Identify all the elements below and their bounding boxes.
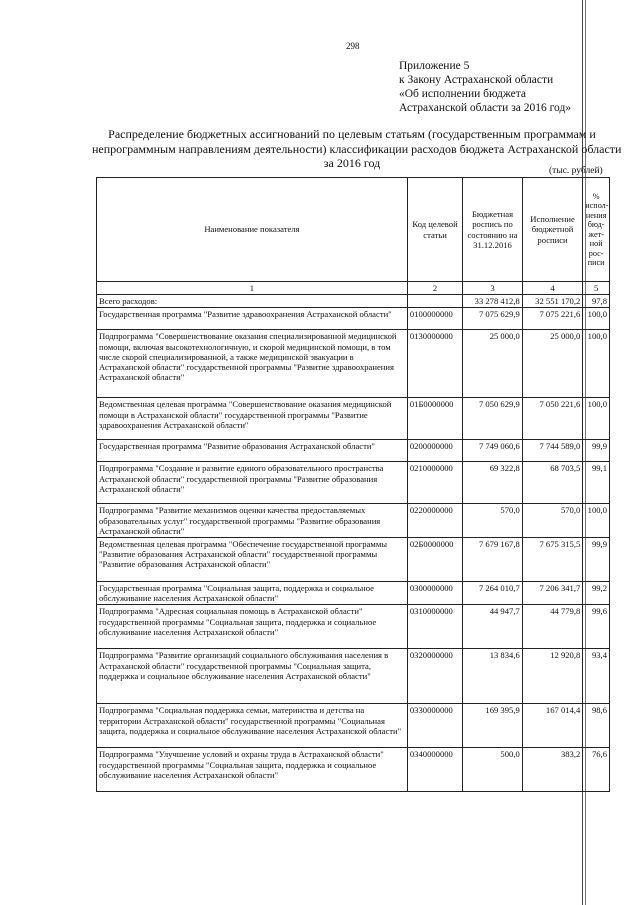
row-pct-cell: 99,6 — [583, 605, 610, 649]
table-row — [97, 330, 610, 398]
table-row — [97, 748, 610, 792]
row-name-cell: Подпрограмма "Социальная поддержка семьи, материнства и детства на территории Астраханской области" государственной программы "Социальная защита, поддержка и социальное обслуживание населения Астраханской области" — [97, 704, 408, 748]
row-name-cell: Подпрограмма "Улучшение условий и охраны труда в Астраханской области" государственной программы "Социальная защита, поддержка и социальное обслуживание населения Астраханской области" — [97, 748, 408, 792]
units-label: (тыс. рублей) — [549, 166, 603, 176]
row-name-cell: Государственная программа "Развитие здравоохранения Астраханской области" — [97, 308, 408, 330]
header-pct: % испол-нения бюд-жет-ной рос-писи — [583, 178, 610, 282]
page-number: 298 — [346, 41, 360, 51]
row-plan-cell: 44 947,7 — [463, 605, 523, 649]
table-row — [97, 440, 610, 462]
row-name-cell: Подпрограмма "Развитие механизмов оценки качества предоставляемых образовательных услуг" государственной программы "Развитие образования Астраханской области" — [97, 504, 408, 538]
row-name-cell: Государственная программа "Социальная защита, поддержка и социальное обслуживание населения Астраханской области" — [97, 582, 408, 605]
row-name-cell: Подпрограмма "Адресная социальная помощь в Астраханской области" государственной программы "Социальная защита, поддержка и социальное обслуживание населения Астраханской области" — [97, 605, 408, 649]
row-plan-cell: 169 395,9 — [463, 704, 523, 748]
row-exec-cell: 7 075 221,6 — [522, 308, 583, 330]
table-row — [97, 295, 610, 308]
row-pct-cell: 97,8 — [583, 295, 610, 308]
row-code-cell: 0300000000 — [407, 582, 462, 605]
row-exec-cell: 25 000,0 — [522, 330, 583, 398]
row-exec-cell: 383,2 — [522, 748, 583, 792]
table-header-row — [97, 178, 610, 282]
row-code-cell: 0200000000 — [407, 440, 462, 462]
row-pct-cell: 99,9 — [583, 538, 610, 582]
row-pct-cell: 100,0 — [583, 398, 610, 440]
row-code-cell: 0220000000 — [407, 504, 462, 538]
row-plan-cell: 500,0 — [463, 748, 523, 792]
index-cell: 4 — [522, 282, 583, 295]
row-code-cell — [407, 295, 462, 308]
header-name: Наименование показателя — [97, 178, 408, 282]
row-name-cell: Подпрограмма "Совершенствование оказания специализированной медицинской помощи, включая высокотехнологичную, и скорой медицинской помощи, в том числе скорой специализированной, а также медицинской эвакуации в Астраханской области" государственной программы "Развитие здравоохранения Астраханской области" — [97, 330, 408, 398]
annex-header — [399, 59, 571, 115]
row-exec-cell: 44 779,8 — [522, 605, 583, 649]
row-plan-cell: 7 075 629,9 — [463, 308, 523, 330]
budget-table — [96, 177, 610, 792]
row-pct-cell: 98,6 — [583, 704, 610, 748]
header-exec: Исполнение бюджетной росписи — [522, 178, 583, 282]
table-row — [97, 308, 610, 330]
row-exec-cell: 570,0 — [522, 504, 583, 538]
document-title — [92, 127, 622, 171]
title-line-3: за 2016 год — [323, 156, 381, 170]
row-exec-cell: 32 551 170,2 — [522, 295, 583, 308]
row-exec-cell: 7 050 221,6 — [522, 398, 583, 440]
table-row — [97, 649, 610, 704]
row-code-cell: 0330000000 — [407, 704, 462, 748]
row-plan-cell: 69 322,8 — [463, 462, 523, 504]
title-line-1: Распределение бюджетных ассигнований по целевым статьям (государственным программам и — [108, 127, 596, 141]
row-plan-cell: 7 749 060,6 — [463, 440, 523, 462]
row-name-cell: Государственная программа "Развитие образования Астраханской области" — [97, 440, 408, 462]
row-pct-cell: 99,2 — [583, 582, 610, 605]
row-exec-cell: 12 920,8 — [522, 649, 583, 704]
table-row — [97, 504, 610, 538]
table-row — [97, 582, 610, 605]
table-body — [97, 295, 610, 792]
index-cell: 5 — [583, 282, 610, 295]
row-plan-cell: 7 264 010,7 — [463, 582, 523, 605]
row-exec-cell: 7 675 315,5 — [522, 538, 583, 582]
table-row — [97, 538, 610, 582]
row-exec-cell: 68 703,5 — [522, 462, 583, 504]
row-exec-cell: 167 014,4 — [522, 704, 583, 748]
header-plan: Бюджетная роспись по состоянию на 31.12.2016 — [463, 178, 523, 282]
row-plan-cell: 570,0 — [463, 504, 523, 538]
title-line-2: непрограммным направлениям деятельности) классификации расходов бюджета Астраханской области — [92, 141, 622, 156]
index-cell: 2 — [407, 282, 462, 295]
row-pct-cell: 100,0 — [583, 504, 610, 538]
row-code-cell: 0340000000 — [407, 748, 462, 792]
row-plan-cell: 33 278 412,8 — [463, 295, 523, 308]
row-code-cell: 0130000000 — [407, 330, 462, 398]
table-row — [97, 605, 610, 649]
row-pct-cell: 93,4 — [583, 649, 610, 704]
annex-line-3: «Об исполнении бюджета — [399, 88, 527, 100]
row-name-cell: Всего расходов: — [97, 295, 408, 308]
row-exec-cell: 7 206 341,7 — [522, 582, 583, 605]
row-pct-cell: 99,9 — [583, 440, 610, 462]
row-exec-cell: 7 744 589,0 — [522, 440, 583, 462]
row-pct-cell: 76,6 — [583, 748, 610, 792]
row-pct-cell: 100,0 — [583, 308, 610, 330]
column-index-row — [97, 282, 610, 295]
row-name-cell: Ведомственная целевая программа "Обеспечение государственной программы "Развитие образования Астраханской области" государственной программы "Развитие образования Астраханской области" — [97, 538, 408, 582]
row-code-cell: 02Б0000000 — [407, 538, 462, 582]
row-code-cell: 0320000000 — [407, 649, 462, 704]
table-row — [97, 704, 610, 748]
row-code-cell: 0100000000 — [407, 308, 462, 330]
row-plan-cell: 13 834,6 — [463, 649, 523, 704]
table-row — [97, 462, 610, 504]
index-cell: 1 — [97, 282, 408, 295]
row-pct-cell: 99,1 — [583, 462, 610, 504]
index-cell: 3 — [463, 282, 523, 295]
row-name-cell: Подпрограмма "Развитие организаций социального обслуживания населения в Астраханской области" государственной программы "Социальная защита, поддержка и социальное обслуживание населения Астраханской области" — [97, 649, 408, 704]
row-plan-cell: 7 050 629,9 — [463, 398, 523, 440]
row-name-cell: Подпрограмма "Создание и развитие единого образовательного пространства Астраханской области" государственной программы "Развитие образования Астраханской области" — [97, 462, 408, 504]
annex-line-2: к Закону Астраханской области — [399, 74, 554, 86]
annex-line-4: Астраханской области за 2016 год» — [399, 102, 572, 114]
header-code: Код целевой статьи — [407, 178, 462, 282]
row-plan-cell: 7 679 167,8 — [463, 538, 523, 582]
annex-line-1: Приложение 5 — [399, 60, 470, 72]
row-pct-cell: 100,0 — [583, 330, 610, 398]
row-code-cell: 0210000000 — [407, 462, 462, 504]
row-name-cell: Ведомственная целевая программа "Совершенствование оказания медицинской помощи в Астраханской области" государственной программы "Развитие здравоохранения Астраханской области" — [97, 398, 408, 440]
row-plan-cell: 25 000,0 — [463, 330, 523, 398]
row-code-cell: 01Б0000000 — [407, 398, 462, 440]
row-code-cell: 0310000000 — [407, 605, 462, 649]
table-row — [97, 398, 610, 440]
